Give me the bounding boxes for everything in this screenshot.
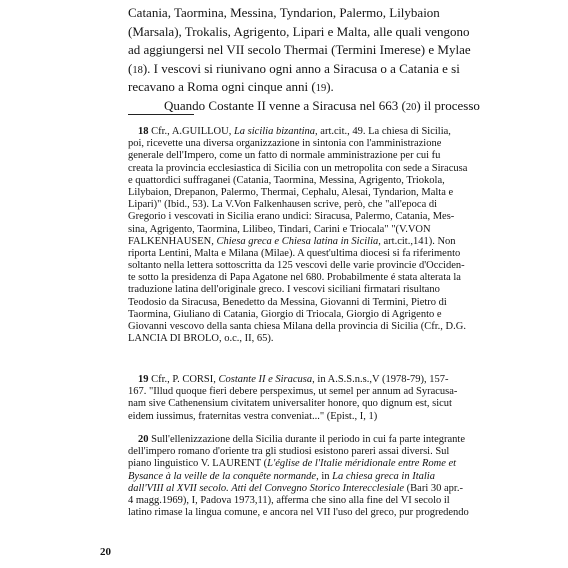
footnote-number: 20 xyxy=(138,434,149,445)
footnote-line: LANCIA DI BROLO, o.c., II, 65). xyxy=(128,333,274,345)
main-text-fragment: recavano a Roma ogni cinque anni ( xyxy=(128,79,316,94)
main-text-line xyxy=(128,60,466,79)
footnote-line xyxy=(128,126,466,138)
footnote-line xyxy=(128,374,466,386)
main-text-fragment: ) il processo xyxy=(416,97,480,113)
footnote-text: piano linguistico V. LAURENT ( xyxy=(128,458,268,470)
main-text-line xyxy=(128,97,480,116)
footnote-title-italic: La sicilia bizantina xyxy=(233,126,316,137)
footnote-line xyxy=(128,236,466,248)
footnote-title-italic: La chiesa greca in Italia xyxy=(332,470,435,482)
footnote-line: dell'impero romano d'oriente tra gli studiosi esistono pareri assai diversi. Sul xyxy=(128,446,450,458)
footnote-line: Lipari)" (Ibid., 53). La V.Von Falkenhausen scrive, però, che "all'epoca di xyxy=(128,199,438,211)
footnote-number: 18 xyxy=(138,126,149,137)
footnote-text: (Bari 30 apr.- xyxy=(404,482,463,494)
main-text-line: (Marsala), Trokalis, Agrigento, Lipari e Malta, alle quali vengono xyxy=(128,23,470,39)
footnote-line: nam sive Cathenensium civitatem universaliter honore, quo dignum est, sicut xyxy=(128,398,452,410)
footnote-line xyxy=(128,483,466,495)
footnote-line xyxy=(128,434,466,446)
main-text-block xyxy=(128,4,480,115)
footnote-reference: 20 xyxy=(405,101,417,113)
footnote-line: 4 magg.1969), I, Padova 1973,11), afferma che sino alla fine del VI secolo il xyxy=(128,494,450,506)
footnote-text: , in xyxy=(316,470,333,482)
main-text-fragment: Quando Costante II venne a Siracusa nel 663 ( xyxy=(164,97,406,113)
footnote-line: riporta Lentini, Malta e Milana (Milae). A quest'ultima diocesi si fa riferimento xyxy=(128,247,461,259)
footnote-reference: 18 xyxy=(132,64,143,76)
main-text-fragment: ( xyxy=(128,60,133,76)
footnote-line: Teodosio da Siracusa, Benedetto da Messina, Giovanni di Termini, Pietro di xyxy=(128,296,447,308)
footnote-line: creata la provincia ecclesiastica di Sicilia con un metropolita con sede a Siracusa xyxy=(128,162,468,174)
footnote-title-italic: dall'VIII al XVII secolo. Atti del Convegno Storico Interecclesiale xyxy=(128,482,405,494)
footnote-line: Lilybaion, Drepanon, Palermo, Thermai, Cephalu, Alesai, Tyndarion, Malta e xyxy=(128,186,454,198)
main-text-line xyxy=(128,78,466,97)
footnote-separator-rule xyxy=(128,114,194,115)
footnote-line: soltanto nella lettera sottoscritta da 125 vescovi delle varie provincie d'Occiden- xyxy=(128,260,465,272)
footnote-text: , art.cit.,141). Non xyxy=(378,235,456,247)
main-text-fragment: ). xyxy=(326,79,334,94)
footnote-line xyxy=(128,458,466,470)
footnote-text: Sull'ellenizzazione della Sicilia durante il periodo in cui fa parte integrante xyxy=(148,434,465,445)
footnote-text: , art.cit., 49. La chiesa di Sicilia, xyxy=(315,126,451,137)
footnote-20 xyxy=(128,434,469,519)
footnote-number: 19 xyxy=(138,374,149,385)
main-text-line: Catania, Taormina, Messina, Tyndarion, Palermo, Lilybaion xyxy=(128,5,440,20)
footnote-line: sina, Agrigento, Taormina, Lilibeo, Tindari, Carini e Triocala" "(V.VON xyxy=(128,223,431,235)
footnote-title-italic: Bysance à la veille de la conquête normande xyxy=(128,470,317,482)
footnote-line: te sotto la presidenza di Papa Agatone nel 680. Probabilmente é stata alterata la xyxy=(128,272,461,284)
footnote-line: Gregorio i vescovati in Sicilia erano undici: Siracusa, Palermo, Catania, Mes- xyxy=(128,211,455,223)
footnote-text: , in A.S.S.n.s.,V (1978-79), 157- xyxy=(312,374,449,385)
footnote-text: FALKENHAUSEN, xyxy=(128,235,217,247)
footnote-line: eidem iussimus, fraternitas vestra conveniat..." (Epist., I, 1) xyxy=(128,410,378,422)
footnote-line: Giovanni vescovo della santa chiesa Milana della provincia di Sicilia (Cfr., D.G. xyxy=(128,321,466,332)
main-text-line: ad aggiungersi nel VII secolo Thermai (Termini Imerese) e Mylae xyxy=(128,42,471,57)
footnote-19 xyxy=(128,374,466,423)
footnote-title-italic: Chiesa greca e Chiesa latina in Sicilia xyxy=(216,235,379,247)
footnote-text: Cfr., A.GUILLOU, xyxy=(148,126,234,137)
footnote-line: poi, ricevette una diversa organizzazione in sintonia con l'amministrazione xyxy=(128,138,442,150)
footnote-title-italic: L'église de l'Italie méridionale entre Rome et xyxy=(267,458,457,470)
footnote-line: e quattordici suffraganei (Catania, Taormina, Messina, Agrigento, Triokola, xyxy=(128,174,445,186)
footnote-line: latino rimase la lingua comune, e ancora nel VII l'uso del greco, pur progredendo xyxy=(128,507,469,519)
footnote-title-italic: Costante II e Siracusa xyxy=(218,374,313,385)
footnote-reference: 19 xyxy=(315,83,327,94)
footnote-line: generale dell'Impero, come un fatto di normale amministrazione per cui fu xyxy=(128,150,441,162)
main-text-fragment: ). I vescovi si riunivano ogni anno a Siracusa o a Catania e si xyxy=(142,60,460,76)
footnote-line xyxy=(128,471,466,483)
footnote-line: Taormina, Giuliano di Catania, Giorgio di Triocala, Giorgio di Agrigento e xyxy=(128,308,442,320)
footnote-line: 167. "Illud quoque fieri debere perspeximus, ut semel per annum ad Syracusa- xyxy=(128,386,458,398)
footnote-18 xyxy=(128,126,466,345)
footnote-line: traduzione latina dell'originale greco. I vescovi siciliani firmatari risultano xyxy=(128,284,440,296)
footnote-text: Cfr., P. CORSI, xyxy=(148,374,219,385)
page-number: 20 xyxy=(100,546,111,558)
